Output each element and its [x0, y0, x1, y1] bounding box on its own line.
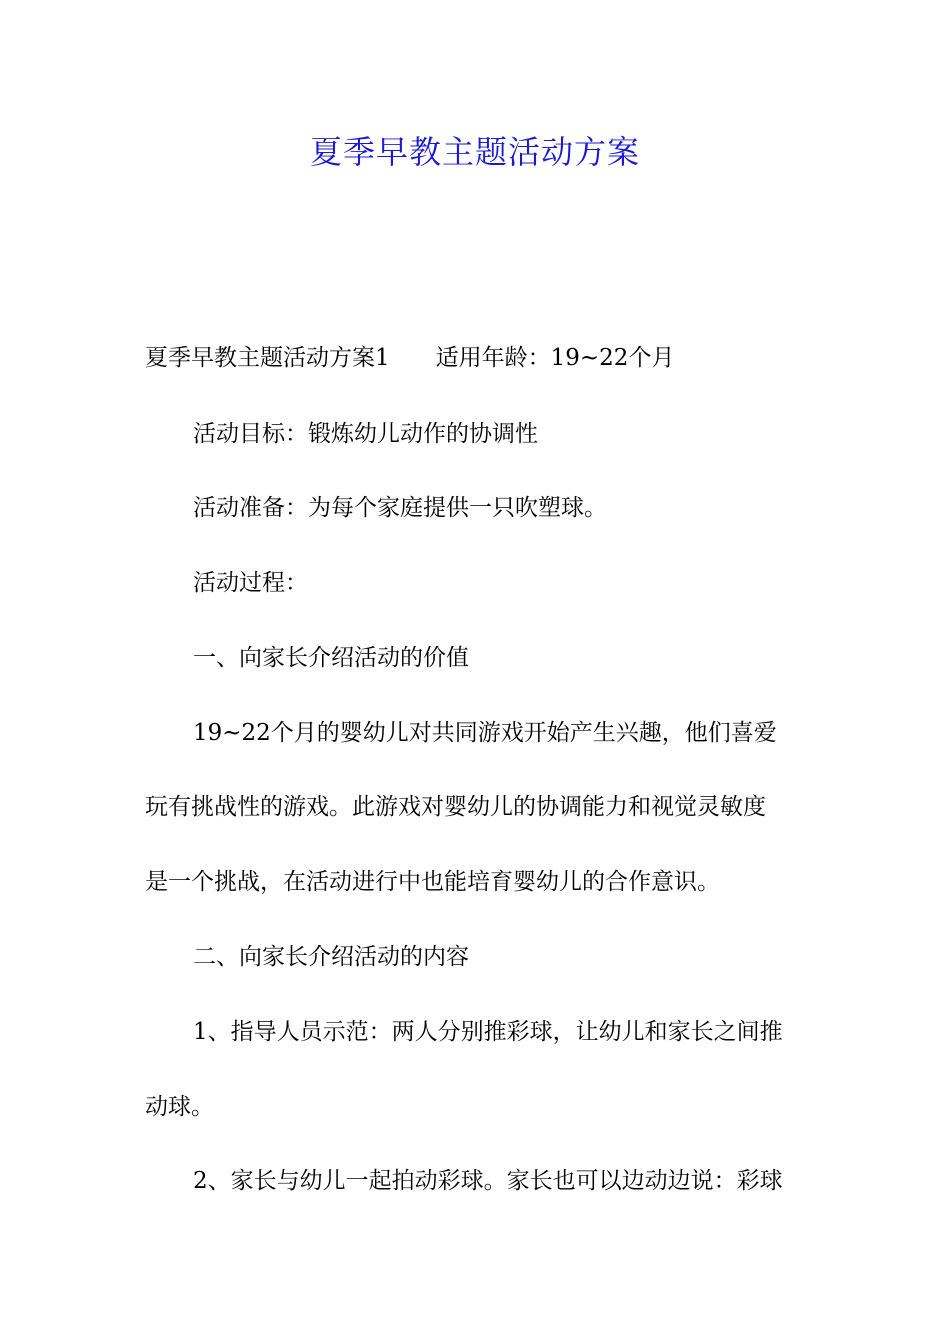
section-heading: 二、向家长介绍活动的内容	[193, 944, 469, 970]
section-heading: 一、向家长介绍活动的价值	[193, 645, 469, 671]
paragraph-line: 1、指导人员示范：两人分别推彩球，让幼儿和家长之间推	[193, 1019, 783, 1045]
age-range: 适用年龄：19~22个月	[435, 345, 675, 371]
paragraph-line: 2、家长与幼儿一起拍动彩球。家长也可以边动边说：彩球	[193, 1168, 783, 1194]
plan-heading-line	[145, 340, 674, 376]
paragraph-line: 19~22个月的婴幼儿对共同游戏开始产生兴趣，他们喜爱	[193, 720, 777, 746]
paragraph-line: 玩有挑战性的游戏。此游戏对婴幼儿的协调能力和视觉灵敏度	[145, 794, 766, 820]
document-title: 夏季早教主题活动方案	[309, 133, 640, 171]
plan-heading: 夏季早教主题活动方案1	[145, 345, 390, 371]
paragraph-line: 活动准备：为每个家庭提供一只吹塑球。	[193, 495, 607, 521]
paragraph-line: 活动过程：	[193, 570, 308, 596]
paragraph-line: 活动目标：锻炼幼儿动作的协调性	[193, 421, 538, 447]
paragraph-line: 动球。	[145, 1094, 214, 1120]
paragraph-line: 是一个挑战，在活动进行中也能培育婴幼儿的合作意识。	[145, 869, 720, 895]
